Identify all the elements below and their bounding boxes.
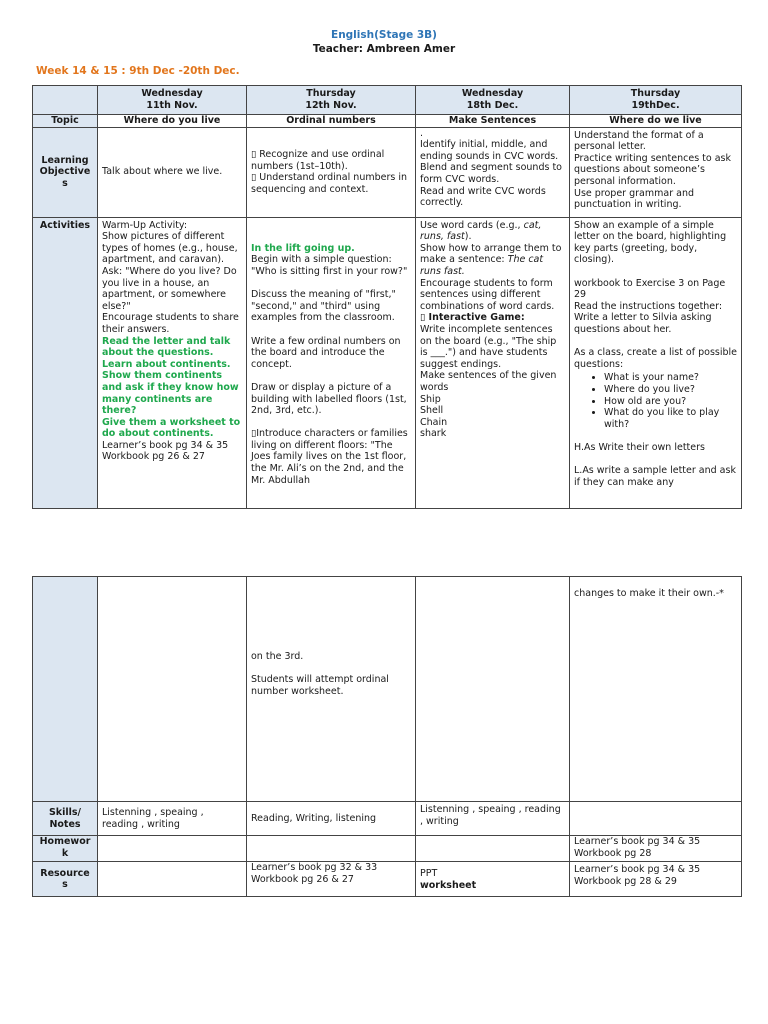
row-label-activities: Activities bbox=[33, 217, 98, 508]
resources-cell bbox=[98, 862, 247, 897]
text-run: Use word cards (e.g., bbox=[420, 219, 524, 231]
day-name: Thursday bbox=[630, 88, 681, 99]
question-list bbox=[574, 372, 737, 430]
activity-cell bbox=[416, 577, 570, 802]
row-label-blank bbox=[33, 577, 98, 802]
skills-row bbox=[33, 802, 742, 836]
day-name: Wednesday bbox=[141, 88, 203, 99]
row-label-skills: Skills/ Notes bbox=[33, 802, 98, 836]
objective-line: ▯ Understand ordinal numbers in sequencing and context. bbox=[251, 172, 407, 195]
row-label-homework: Homewor k bbox=[33, 836, 98, 862]
activity-line: Read the instructions together: Write a letter to Silvia asking questions about her. bbox=[574, 300, 723, 335]
objective-cell bbox=[570, 127, 742, 217]
objective-cell: Talk about where we live. bbox=[98, 127, 247, 217]
text-run: cat, runs, fast bbox=[420, 219, 542, 243]
activities-continued-row bbox=[33, 577, 742, 802]
activity-line: ▯Introduce characters or families living on different floors: "The Joes family lives on the 1st floor, the Mr. Ali’s on the 2nd, and the Mr. Abdullah bbox=[251, 428, 408, 486]
question-item: • How old are you? bbox=[604, 396, 737, 408]
day-date: 19thDec. bbox=[631, 100, 680, 111]
homework-cell bbox=[247, 836, 416, 862]
activity-line: As a class, create a list of possible questions: bbox=[574, 347, 737, 370]
activity-highlight: Show them continents and ask if they know how many continents are there? bbox=[102, 370, 239, 417]
question-item: • Where do you live? bbox=[604, 384, 737, 396]
day-header bbox=[98, 86, 247, 115]
activity-line: workbook to Exercise 3 on Page 29 bbox=[574, 277, 726, 301]
activity-line: on the 3rd. bbox=[251, 651, 304, 662]
activity-line: Make sentences of the given words bbox=[420, 370, 557, 393]
objective-line: Understand the format of a personal letter. bbox=[574, 129, 704, 153]
homework-row bbox=[33, 836, 742, 862]
activity-line bbox=[420, 220, 565, 243]
activity-cell bbox=[416, 217, 570, 508]
text-run: The cat runs fast. bbox=[420, 254, 544, 277]
text-run: Show how to arrange them to make a sentence: bbox=[420, 242, 562, 266]
page-header bbox=[0, 28, 768, 56]
activity-cell bbox=[247, 217, 416, 508]
activity-line: Ask: "Where do you live? Do you live in a house, an apartment, or somewhere else?" bbox=[102, 265, 237, 312]
activity-line: Encourage students to share their answers. bbox=[102, 312, 239, 335]
skills-cell: Listenning , speaing , reading , writing bbox=[98, 802, 247, 836]
activity-highlight: Read the letter and talk about the questions. bbox=[102, 335, 231, 359]
activity-cell bbox=[247, 577, 416, 802]
day-header bbox=[570, 86, 742, 115]
skills-cell: Reading, Writing, listening bbox=[247, 802, 416, 836]
week-range: Week 14 & 15 : 9th Dec -20th Dec. bbox=[36, 65, 240, 77]
word-item: Chain bbox=[420, 416, 448, 428]
activity-line bbox=[420, 243, 565, 278]
activity-line: Workbook pg 26 & 27 bbox=[102, 451, 205, 463]
homework-cell bbox=[98, 836, 247, 862]
activity-cell bbox=[570, 217, 742, 508]
subject-title: English(Stage 3B) bbox=[331, 29, 437, 41]
row-label-objectives: Learning Objective s bbox=[33, 127, 98, 217]
skills-cell: Listenning , speaing , reading , writing bbox=[416, 802, 570, 836]
word-item: Shell bbox=[420, 405, 444, 417]
resources-cell bbox=[416, 862, 570, 897]
activity-line: Begin with a simple question: "Who is sitting first in your row?" bbox=[251, 254, 408, 277]
activity-line: Draw or display a picture of a building with labelled floors (1st, 2nd, 3rd, etc.). bbox=[251, 381, 407, 417]
activity-highlight: Give them a worksheet to do about continents. bbox=[102, 416, 241, 440]
day-name: Wednesday bbox=[461, 88, 524, 99]
activity-game-heading: ▯ Interactive Game: bbox=[420, 312, 525, 324]
resource-line: worksheet bbox=[420, 879, 477, 891]
objective-line: Identify initial, middle, and ending sounds in CVC words. bbox=[420, 139, 559, 162]
objective-line: ▯ Recognize and use ordinal numbers (1st–10th). bbox=[251, 148, 385, 172]
activity-heading: In the lift going up. bbox=[251, 242, 355, 254]
resource-line: Learner’s book pg 34 & 35 bbox=[574, 864, 701, 876]
day-header-row bbox=[33, 86, 742, 115]
activities-row bbox=[33, 217, 742, 508]
activity-line: Discuss the meaning of "first," "second," and "third" using examples from the classroom. bbox=[251, 289, 396, 324]
resources-row bbox=[33, 862, 742, 897]
activity-line: H.As Write their own letters bbox=[574, 441, 705, 453]
resources-cell bbox=[247, 862, 416, 897]
topic-cell: Where do we live bbox=[570, 115, 742, 128]
lesson-plan-table-continued bbox=[32, 576, 742, 897]
day-name: Thursday bbox=[306, 88, 356, 99]
word-item: Ship bbox=[420, 393, 441, 405]
resource-line: PPT bbox=[420, 868, 438, 880]
activity-line: Warm-Up Activity: bbox=[102, 219, 188, 231]
activity-line: Learner’s book pg 34 & 35 bbox=[102, 439, 229, 451]
activity-line: Students will attempt ordinal number worksheet. bbox=[251, 674, 389, 697]
activity-cell bbox=[98, 577, 247, 802]
day-date: 11th Nov. bbox=[146, 100, 198, 111]
word-item: shark bbox=[420, 428, 447, 440]
resource-line: Learner’s book pg 32 & 33 bbox=[251, 862, 378, 874]
topic-cell: Ordinal numbers bbox=[247, 115, 416, 128]
objective-line: Read and write CVC words correctly. bbox=[420, 185, 546, 209]
lesson-plan-table bbox=[32, 85, 742, 509]
day-date: 12th Nov. bbox=[305, 100, 357, 111]
activity-cell bbox=[98, 217, 247, 508]
corner-cell bbox=[33, 86, 98, 115]
objectives-row bbox=[33, 127, 742, 217]
homework-cell: Learner’s book pg 34 & 35 Workbook pg 28 bbox=[570, 836, 742, 862]
resource-line: Workbook pg 26 & 27 bbox=[251, 873, 354, 885]
skills-cell bbox=[570, 802, 742, 836]
objective-cell bbox=[247, 127, 416, 217]
homework-cell bbox=[416, 836, 570, 862]
question-item: • What do you like to play with? bbox=[604, 407, 737, 430]
activity-highlight: Learn about continents. bbox=[102, 358, 231, 370]
day-header bbox=[416, 86, 570, 115]
day-header bbox=[247, 86, 416, 115]
activity-cell: changes to make it their own.-* bbox=[570, 577, 742, 802]
activity-line: L.As write a sample letter and ask if they can make any bbox=[574, 465, 736, 488]
question-item: • What is your name? bbox=[604, 372, 737, 384]
row-label-topic: Topic bbox=[33, 115, 98, 128]
topic-cell: Make Sentences bbox=[416, 115, 570, 128]
objective-line: . bbox=[420, 127, 424, 139]
topic-row bbox=[33, 115, 742, 128]
activity-line: Show an example of a simple letter on the board, highlighting key parts (greeting, body, closing). bbox=[574, 219, 727, 266]
activity-line: Write a few ordinal numbers on the board and introduce the concept. bbox=[251, 335, 401, 370]
objective-line: Practice writing sentences to ask questions about someone’s personal information. bbox=[574, 152, 731, 187]
objective-line: Use proper grammar and punctuation in writing. bbox=[574, 187, 694, 211]
activity-line: Write incomplete sentences on the board (e.g., "The ship is ___.") and have students suggest endings. bbox=[420, 323, 557, 370]
resource-line: Workbook pg 28 & 29 bbox=[574, 875, 677, 887]
topic-cell: Where do you live bbox=[98, 115, 247, 128]
row-label-resources: Resource s bbox=[33, 862, 98, 897]
activity-line: Encourage students to form sentences using different combinations of word cards. bbox=[420, 277, 555, 312]
text-run: ). bbox=[464, 231, 472, 243]
day-date: 18th Dec. bbox=[466, 100, 519, 111]
resources-cell bbox=[570, 862, 742, 897]
objective-cell bbox=[416, 127, 570, 217]
objective-line: Blend and segment sounds to form CVC words. bbox=[420, 162, 562, 185]
teacher-name: Teacher: Ambreen Amer bbox=[312, 43, 456, 55]
activity-line: Show pictures of different types of homes (e.g., house, apartment, and caravan). bbox=[102, 231, 238, 266]
